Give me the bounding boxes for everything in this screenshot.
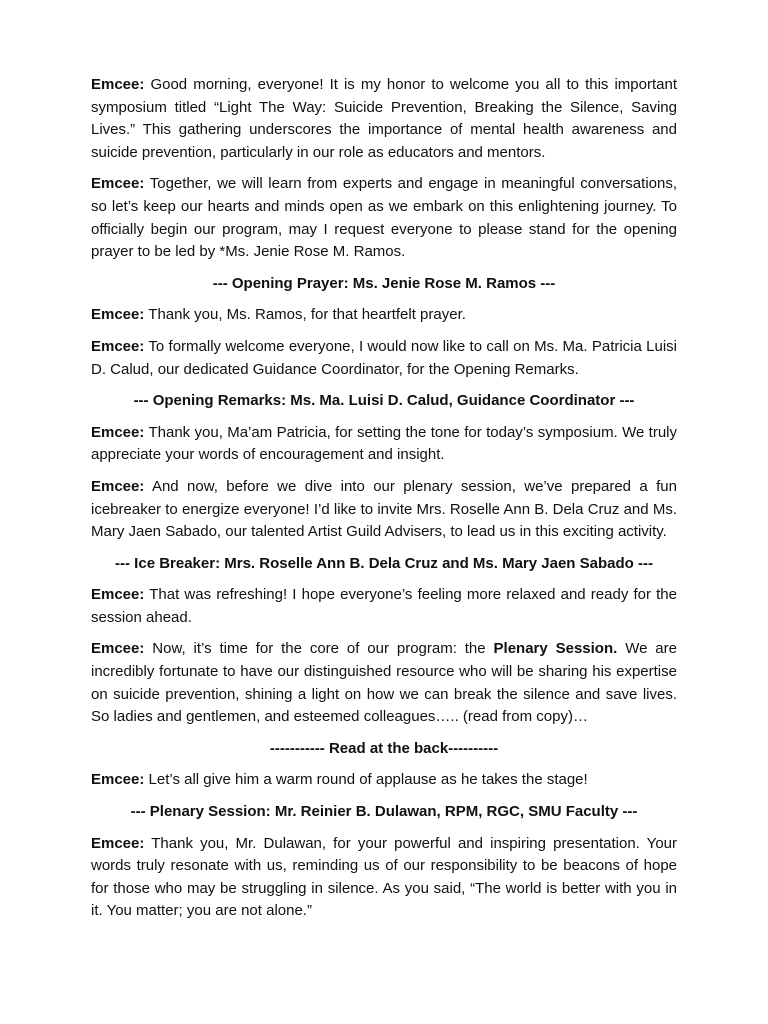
paragraph-text: Thank you, Ms. Ramos, for that heartfelt prayer.	[148, 306, 466, 324]
paragraph-welcome	[91, 74, 677, 164]
paragraph-text: Thank you, Mr. Dulawan, for your powerful and inspiring presentation. Your words truly resonate with us, reminding us of our responsibility to be beacons of hope for those who may be struggling in silence. As you said, “The world is better with you in it. You matter; you are not alone.”	[91, 834, 677, 920]
paragraph-text: Good morning, everyone! It is my honor to welcome you all to this important symposium titled “Light The Way: Suicide Prevention, Breaking the Silence, Saving Lives.” This gathering underscores the importance of mental health awareness and suicide prevention, particularly in our role as educators and mentors.	[91, 76, 678, 161]
paragraph-plenary-intro	[91, 638, 677, 728]
speaker-label: Emcee:	[91, 175, 145, 193]
segment-opening-prayer: --- Opening Prayer: Ms. Jenie Rose M. Ramos ---	[212, 274, 556, 292]
paragraph-thanks-remarks	[91, 422, 677, 467]
speaker-label: Emcee:	[91, 423, 145, 441]
paragraph-opening-remarks-intro	[91, 336, 677, 381]
paragraph-applause	[91, 769, 677, 792]
speaker-label: Emcee:	[91, 586, 145, 604]
paragraph-opening-prayer-intro	[91, 173, 677, 263]
paragraph-text: Thank you, Ma’am Patricia, for setting the tone for today’s symposium. We truly appreciate your words of encouragement and insight.	[91, 423, 677, 464]
paragraph-after-icebreaker	[91, 584, 677, 629]
paragraph-text: Together, we will learn from experts and engage in meaningful conversations, so let’s keep our hearts and minds open as we embark on this enlightening journey. To officially begin our program, may I request everyone to please stand for the opening prayer to be led by *Ms. Jenie Rose M. Ramos.	[91, 175, 677, 261]
speaker-label: Emcee:	[91, 306, 145, 324]
paragraph-text: We are incredibly fortunate to have our distinguished resource who will be sharing his expertise on suicide prevention, shining a light on how we can break the silence and save lives. So ladies and gentlemen, and esteemed colleagues….. (read from copy)…	[91, 640, 677, 726]
speaker-label: Emcee:	[91, 76, 145, 93]
paragraph-text: And now, before we dive into our plenary session, we’ve prepared a fun icebreaker to energize everyone! I’d like to invite Mrs. Roselle Ann B. Dela Cruz and Ms. Mary Jaen Sabado, our talented Artist Guild Advisers, to lead us in this exciting activity.	[91, 477, 677, 541]
paragraph-text: Let’s all give him a warm round of applause as he takes the stage!	[148, 771, 588, 789]
speaker-label: Emcee:	[91, 834, 145, 852]
segment-opening-remarks: --- Opening Remarks: Ms. Ma. Luisi D. Calud, Guidance Coordinator ---	[133, 392, 635, 410]
paragraph-thanks-speaker	[91, 833, 677, 923]
plenary-session-emphasis: Plenary Session.	[493, 640, 618, 658]
segment-read-at-back: ----------- Read at the back----------	[269, 739, 499, 757]
speaker-label: Emcee:	[91, 771, 145, 789]
paragraph-thanks-prayer	[91, 304, 677, 327]
segment-plenary-session: --- Plenary Session: Mr. Reinier B. Dulawan, RPM, RGC, SMU Faculty ---	[130, 803, 638, 821]
speaker-label: Emcee:	[91, 477, 145, 495]
segment-ice-breaker: --- Ice Breaker: Mrs. Roselle Ann B. Dela Cruz and Ms. Mary Jaen Sabado ---	[115, 554, 653, 572]
speaker-label: Emcee:	[91, 640, 145, 658]
speaker-label: Emcee:	[91, 337, 145, 355]
paragraph-text: That was refreshing! I hope everyone’s feeling more relaxed and ready for the session ahead.	[91, 586, 677, 626]
paragraph-text: To formally welcome everyone, I would now like to call on Ms. Ma. Patricia Luisi D. Calud, our dedicated Guidance Coordinator, for the Opening Remarks.	[91, 337, 678, 378]
paragraph-icebreaker-intro	[91, 476, 677, 544]
paragraph-text: Now, it’s time for the core of our program: the	[152, 640, 486, 658]
